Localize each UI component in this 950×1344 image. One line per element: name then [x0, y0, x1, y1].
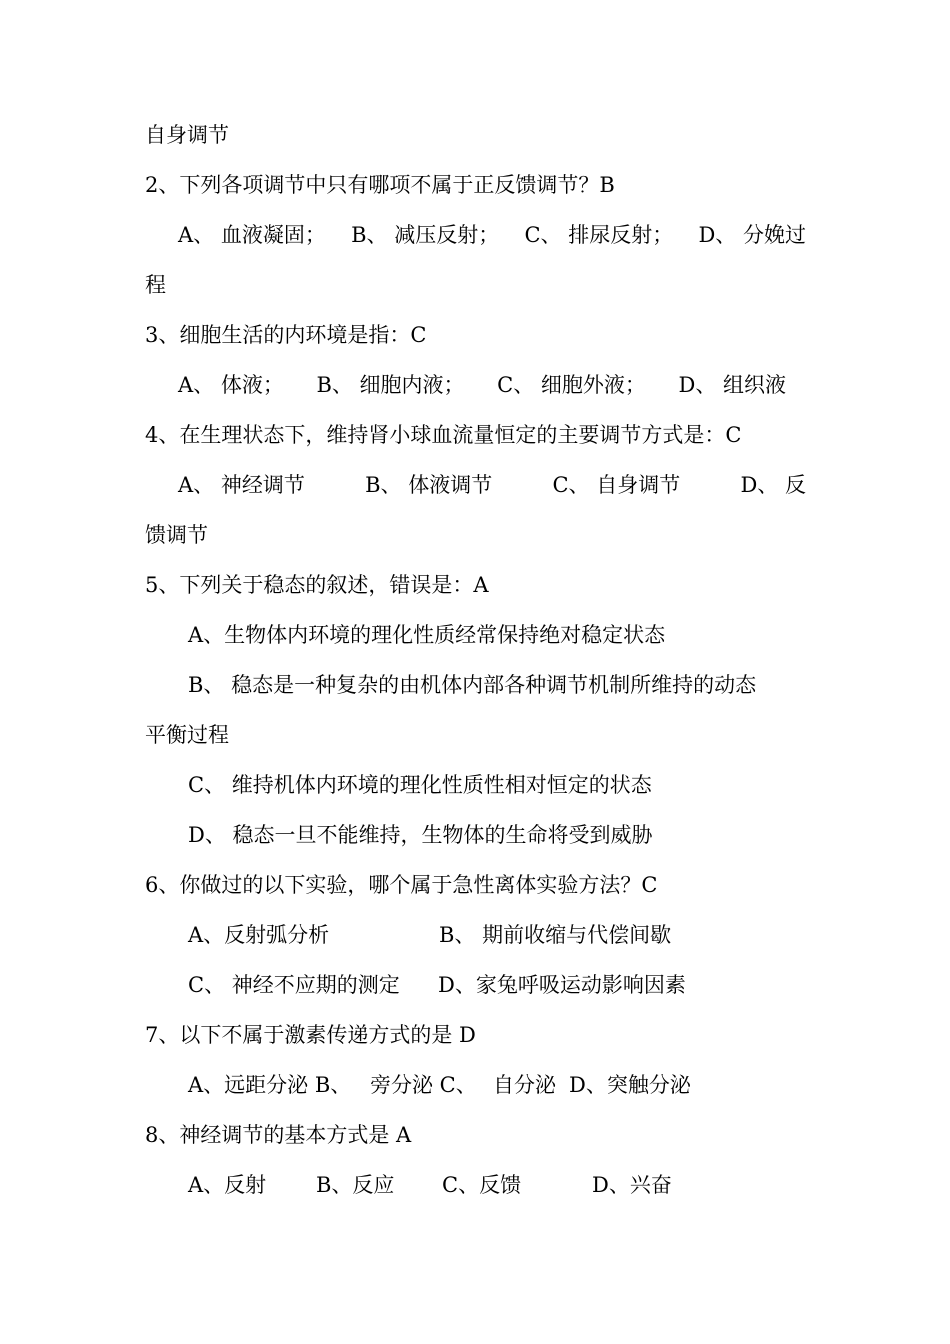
option-d: D、突触分泌 [569, 1073, 691, 1097]
option-d: D、 分娩过 [698, 223, 806, 247]
question-7: 7、以下不属于激素传递方式的是 D [145, 1023, 476, 1047]
question-4: 4、在生理状态下，维持肾小球血流量恒定的主要调节方式是：C [145, 423, 742, 447]
option-b: B、 细胞内液； [316, 373, 465, 397]
option-a: A、 血液凝固； [178, 223, 326, 247]
option-c: C、 神经不应期的测定 [188, 973, 400, 997]
option-d: D、兴奋 [592, 1173, 672, 1197]
option-d: D、 组织液 [678, 373, 786, 397]
option-a: A、 体液； [178, 373, 284, 397]
question-5-option-d: D、 稳态一旦不能维持，生物体的生命将受到威胁 [188, 823, 653, 847]
option-d: D、 反 [740, 473, 806, 497]
continuation-text: 馈调节 [145, 523, 208, 547]
question-2: 2、下列各项调节中只有哪项不属于正反馈调节？B [145, 173, 615, 197]
question-2-options [178, 221, 806, 249]
option-a-b: A、远距分泌 B、 [188, 1073, 352, 1097]
question-8-options [188, 1171, 672, 1199]
option-a: A、 神经调节 [178, 473, 305, 497]
question-5: 5、下列关于稳态的叙述，错误是：A [145, 573, 489, 597]
question-6-options-row-1 [188, 921, 671, 949]
question-7-options [188, 1071, 691, 1099]
question-6-options-row-2 [188, 971, 686, 999]
option-b-c: 旁分泌 C、 [370, 1073, 477, 1097]
option-a: A、反射 [188, 1173, 267, 1197]
question-8: 8、神经调节的基本方式是 A [145, 1123, 412, 1147]
option-c: C、反馈 [442, 1173, 522, 1197]
option-c-text: 自分泌 [493, 1073, 556, 1097]
question-4-options [178, 471, 806, 499]
question-5-option-a: A、生物体内环境的理化性质经常保持绝对稳定状态 [188, 623, 666, 647]
option-c: C、 细胞外液； [497, 373, 646, 397]
option-a: A、反射弧分析 [188, 923, 330, 947]
option-b: B、 体液调节 [365, 473, 493, 497]
question-5-option-c: C、 维持机体内环境的理化性质性相对恒定的状态 [188, 773, 652, 797]
question-5-option-b: B、 稳态是一种复杂的由机体内部各种调节机制所维持的动态 [188, 673, 757, 697]
option-b: B、 减压反射； [351, 223, 500, 247]
continuation-text: 自身调节 [145, 123, 229, 147]
option-c: C、 排尿反射； [524, 223, 674, 247]
option-b: B、 期前收缩与代偿间歇 [439, 923, 672, 947]
option-b: B、反应 [316, 1173, 395, 1197]
option-c: C、 自身调节 [552, 473, 681, 497]
question-6: 6、你做过的以下实验，哪个属于急性离体实验方法？C [145, 873, 658, 897]
continuation-text: 平衡过程 [145, 723, 229, 747]
question-3: 3、细胞生活的内环境是指：C [145, 323, 427, 347]
option-d: D、家兔呼吸运动影响因素 [438, 973, 686, 997]
question-3-options [178, 371, 786, 399]
continuation-text: 程 [145, 273, 166, 297]
